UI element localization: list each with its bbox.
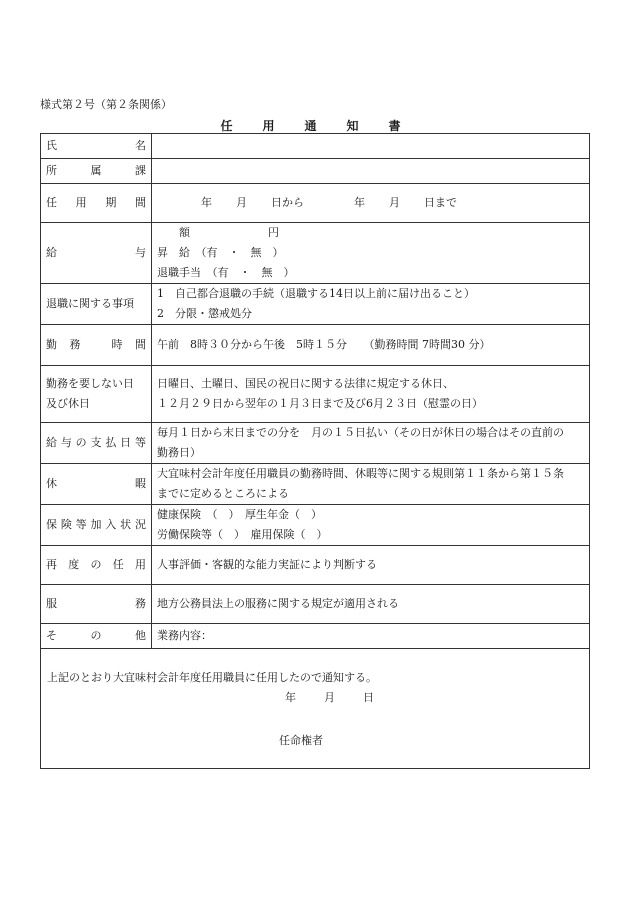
leave-line-2: までに定めるところによる [157,487,289,500]
row-leave [41,464,590,505]
row-work-hours [41,325,590,366]
notice-section [41,649,590,769]
value-department[interactable] [152,159,590,184]
row-name [41,134,590,159]
label-name: 氏 名 [41,134,152,159]
row-payday [41,423,590,464]
holidays-line-2: １２月２９日から翌年の１月３日まで及び6月２３日（慰霊の日） [157,397,483,410]
row-insurance [41,505,590,546]
row-notice [41,649,590,769]
salary-raise-line: 昇 給 （有 ・ 無 ） [157,246,284,259]
row-duty [41,585,590,624]
insurance-line-2: 労働保険等（ ） 雇用保険（ ） [157,528,328,541]
label-holidays: 勤務を要しない日 及び休日 [41,366,152,423]
value-insurance[interactable] [152,505,590,546]
salary-amount-line: 額 円 [179,226,279,239]
form-number: 様式第２号（第２条関係） [40,98,172,111]
label-salary: 給 与 [41,223,152,284]
holidays-line-1: 日曜日、土曜日、国民の祝日に関する法律に規定する休日、 [157,377,454,390]
value-payday[interactable] [152,423,590,464]
document-title: 任 用 通 知 書 [220,119,410,133]
value-work-hours[interactable]: 午前 8時３０分から午後 5時１５分 （勤務時間 7時間30 分） [152,325,590,366]
salary-severance-line: 退職手当 （有 ・ 無 ） [157,266,295,279]
label-retirement: 退職に関する事項 [41,284,152,325]
row-reappointment [41,546,590,585]
notice-date[interactable]: 年 月 日 [285,691,374,704]
retirement-line-1: 1 自己都合退職の手続（退職する14日以上前に届け出ること） [157,287,475,300]
retirement-line-2: 2 分限・懲戒処分 [157,307,252,320]
value-name[interactable] [152,134,590,159]
insurance-line-1: 健康保険 （ ） 厚生年金（ ） [157,508,322,521]
leave-line-1: 大宜味村会計年度任用職員の勤務時間、休暇等に関する規則第１１条から第１５条 [157,467,564,480]
label-other: そ の 他 [41,624,152,649]
appointment-form-table [40,133,590,769]
label-period: 任 用 期 間 [41,184,152,223]
value-leave[interactable] [152,464,590,505]
label-work-hours: 勤 務 時 間 [41,325,152,366]
row-other [41,624,590,649]
label-department: 所 属 課 [41,159,152,184]
value-holidays[interactable] [152,366,590,423]
label-reappointment: 再 度 の 任 用 [41,546,152,585]
value-retirement[interactable] [152,284,590,325]
row-retirement [41,284,590,325]
row-period [41,184,590,223]
label-duty: 服 務 [41,585,152,624]
payday-line-2: 勤務日） [157,446,201,459]
value-salary[interactable] [152,223,590,284]
label-payday: 給 与 の 支 払 日 等 [41,423,152,464]
label-leave: 休 暇 [41,464,152,505]
value-duty[interactable]: 地方公務員法上の服務に関する規定が適用される [152,585,590,624]
row-holidays [41,366,590,423]
label-insurance: 保 険 等 加 入 状 況 [41,505,152,546]
appointer-label: 任命権者 [279,734,323,747]
value-period[interactable]: 年 月 日から 年 月 日まで [152,184,590,223]
payday-line-1: 毎月１日から末日までの分を 月の１５日払い（その日が休日の場合はその直前の [157,426,564,439]
notice-text: 上記のとおり大宜味村会計年度任用職員に任用したので通知する。 [47,671,377,684]
value-other[interactable]: 業務内容： [152,624,590,649]
row-department [41,159,590,184]
row-salary [41,223,590,284]
value-reappointment[interactable]: 人事評価・客観的な能力実証により判断する [152,546,590,585]
